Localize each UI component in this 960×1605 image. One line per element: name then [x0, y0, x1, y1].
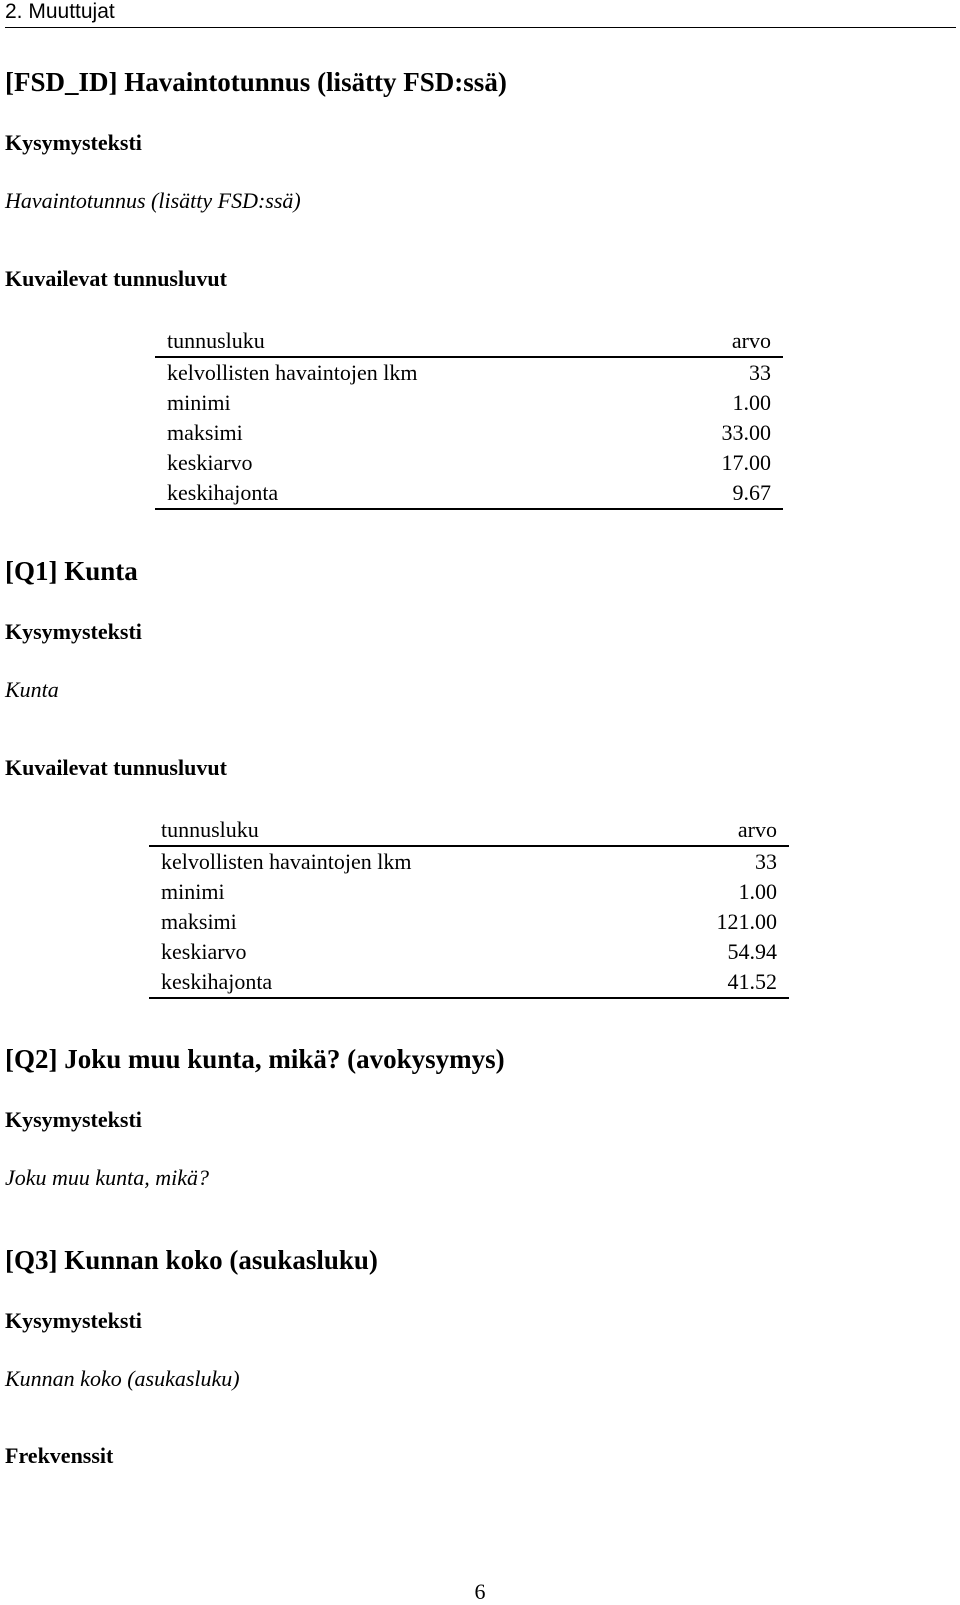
frequencies-label: Frekvenssit — [5, 1443, 114, 1468]
variable-title: [Q1] Kunta — [5, 556, 138, 586]
stat-label: minimi — [167, 390, 231, 415]
table-header-row — [155, 326, 783, 357]
table-row — [155, 448, 783, 478]
stat-value: 9.67 — [650, 478, 783, 509]
chapter-title: 2. Muuttujat — [5, 0, 115, 23]
stat-value: 1.00 — [738, 879, 777, 904]
stat-label: maksimi — [161, 909, 237, 934]
table-row — [155, 418, 783, 448]
running-header — [5, 0, 956, 28]
col-header-stat: tunnusluku — [149, 815, 638, 846]
col-header-stat: tunnusluku — [155, 326, 650, 357]
stat-value: 54.94 — [727, 939, 777, 964]
stat-label: kelvollisten havaintojen lkm — [161, 849, 412, 874]
table-row — [149, 846, 789, 877]
stat-value: 1.00 — [732, 390, 771, 415]
variable-title: [Q3] Kunnan koko (asukasluku) — [5, 1245, 378, 1275]
stats-label: Kuvailevat tunnusluvut — [5, 266, 227, 291]
table-row — [149, 937, 789, 967]
stat-label: keskiarvo — [167, 450, 253, 475]
stat-label: maksimi — [167, 420, 243, 445]
question-label: Kysymysteksti — [5, 1107, 142, 1132]
question-text: Havaintotunnus (lisätty FSD:ssä) — [5, 188, 301, 213]
question-text: Kunnan koko (asukasluku) — [5, 1366, 240, 1391]
col-header-value: arvo — [638, 815, 789, 846]
stat-value: 33 — [755, 849, 777, 874]
col-header-value: arvo — [650, 326, 783, 357]
stat-value: 41.52 — [638, 967, 789, 998]
question-text: Kunta — [5, 677, 59, 702]
stat-label: minimi — [161, 879, 225, 904]
stat-label: kelvollisten havaintojen lkm — [167, 360, 418, 385]
table-row — [149, 877, 789, 907]
stat-value: 17.00 — [721, 450, 771, 475]
stats-table — [149, 815, 789, 999]
question-label: Kysymysteksti — [5, 130, 142, 155]
variable-title: [Q2] Joku muu kunta, mikä? (avokysymys) — [5, 1044, 505, 1074]
stat-value: 121.00 — [716, 909, 777, 934]
stat-label: keskihajonta — [149, 967, 638, 998]
table-row — [155, 357, 783, 388]
table-row — [149, 967, 789, 998]
stat-value: 33.00 — [721, 420, 771, 445]
question-label: Kysymysteksti — [5, 619, 142, 644]
stats-label: Kuvailevat tunnusluvut — [5, 755, 227, 780]
table-row — [155, 478, 783, 509]
stats-table — [155, 326, 783, 510]
stat-label: keskiarvo — [161, 939, 247, 964]
table-header-row — [149, 815, 789, 846]
stat-value: 33 — [749, 360, 771, 385]
variable-title: [FSD_ID] Havaintotunnus (lisätty FSD:ssä) — [5, 67, 507, 97]
stat-label: keskihajonta — [155, 478, 650, 509]
table-row — [149, 907, 789, 937]
question-text: Joku muu kunta, mikä? — [5, 1165, 210, 1190]
table-row — [155, 388, 783, 418]
page-number: 6 — [474, 1579, 486, 1604]
question-label: Kysymysteksti — [5, 1308, 142, 1333]
